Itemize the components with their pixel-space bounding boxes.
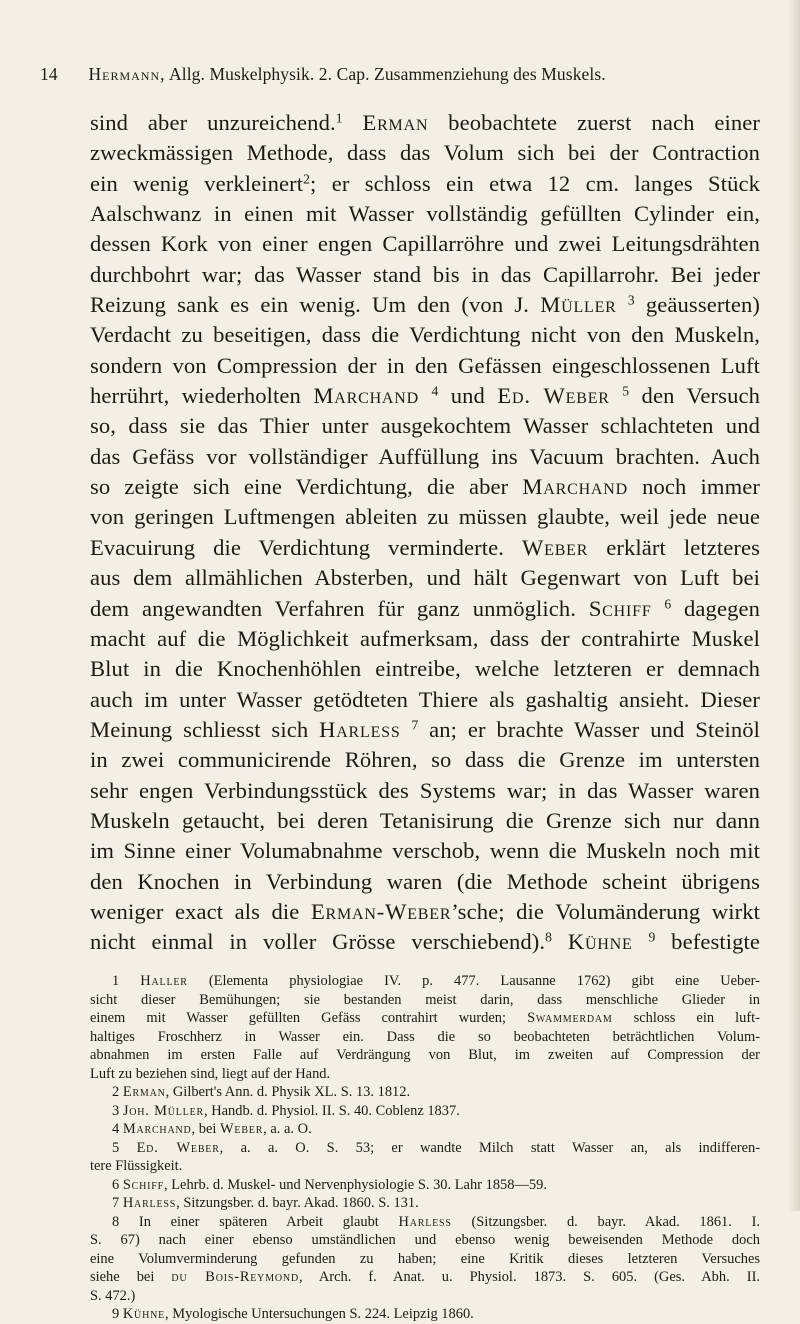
text-run: , a. a. O. <box>263 1121 312 1137</box>
text-run: auch im unter Wasser getödteten Thiere als gashaltig ansieht. Dieser <box>90 686 760 712</box>
body-line <box>90 685 760 715</box>
body-line <box>90 563 760 593</box>
text-run: an; er brachte Wasser und Steinöl <box>418 716 761 742</box>
text-run: Reizung sank es ein wenig. Um den (von J. <box>90 292 541 318</box>
footnotes <box>90 972 760 1324</box>
body-line <box>90 806 760 836</box>
text-run: sicht dieser Bemühungen; sie bestanden meist darin, dass menschliche Glieder in <box>90 991 760 1008</box>
text-run: von geringen Luftmengen ableiten zu müssen glaubte, weil jede neue <box>90 504 760 530</box>
page-number: 14 <box>40 64 58 84</box>
cited-name: Weber <box>219 1121 264 1137</box>
text-run: so, dass sie das Thier unter ausgekochtem Wasser schlachteten und <box>90 413 760 439</box>
body-line <box>90 169 760 199</box>
body-line <box>90 654 760 684</box>
text-run <box>401 717 412 742</box>
cited-name: Ed. Weber <box>497 383 610 409</box>
text-run: dem angewandten Verfahren für ganz unmöglich. <box>90 595 589 621</box>
footnote-line <box>90 1065 760 1084</box>
text-run: nicht einmal in voller Grösse verschiebend). <box>90 929 546 955</box>
footnote-marker: 3 <box>627 292 635 308</box>
text-run: (Sitzungsber. d. bayr. Akad. 1861. I. <box>451 1213 760 1230</box>
text-run: 9 <box>112 1306 123 1322</box>
text-run: ’sche; die Volumänderung wirkt <box>451 898 760 924</box>
text-run: , Arch. f. Anat. u. Physiol. 1873. S. 605. (Ges. Abh. II. <box>298 1269 760 1285</box>
text-run: S. 67) nach einer ebenso umständlichen und ebenso wenig beweisenden Methode doch <box>90 1232 760 1248</box>
cited-name: Marchand <box>313 383 419 409</box>
text-run <box>419 383 431 408</box>
text-run: 7 <box>112 1195 123 1211</box>
cited-name: Harless <box>122 1195 177 1211</box>
footnote-line <box>90 1083 760 1102</box>
text-run: Blut in die Knochenhöhlen eintreibe, welche letzteren er demnach <box>90 656 760 682</box>
text-run <box>343 110 363 135</box>
text-run: Muskeln getaucht, bei deren Tetanisirung die Grenze sich nur dann <box>90 807 760 833</box>
running-header <box>40 64 780 85</box>
text-run: befestigte <box>655 929 761 955</box>
body-line <box>90 351 760 381</box>
text-run: erklärt letzteres <box>588 534 760 560</box>
body-line <box>90 472 760 502</box>
cited-name: Schiff <box>588 595 652 621</box>
text-run: einem mit Wasser gefüllten Gefäss contrahirt wurden; <box>90 1010 528 1026</box>
body-line <box>90 260 760 290</box>
footnote-line <box>90 1268 760 1287</box>
body-line <box>90 776 760 806</box>
text-run: in zwei communicirende Röhren, so dass die Grenze im untersten <box>90 747 760 773</box>
footnote-line <box>90 1120 760 1139</box>
cited-name: Harless <box>398 1213 452 1230</box>
text-run: , Myologische Untersuchungen S. 224. Leipzig 1860. <box>165 1306 474 1322</box>
text-run: 6 <box>112 1176 123 1193</box>
body-line <box>90 624 760 654</box>
text-run: haltiges Froschherz in Wasser ein. Dass die so beobachteten beträchtlichen Volum- <box>90 1028 760 1045</box>
body-line <box>90 229 760 259</box>
text-run: siehe bei <box>90 1269 172 1285</box>
text-run: 4 <box>112 1121 123 1137</box>
body-line <box>90 745 760 775</box>
cited-name: Schiff <box>122 1176 165 1193</box>
text-run: S. 472.) <box>90 1287 136 1304</box>
cited-name: Kühne <box>567 929 633 955</box>
text-run: 3 <box>112 1102 123 1119</box>
cited-name: Joh. Müller <box>122 1102 204 1119</box>
text-run: , bei <box>191 1121 220 1137</box>
text-run: tere Flüssigkeit. <box>90 1158 183 1174</box>
footnote-line <box>90 1046 760 1065</box>
text-run: herrührt, wiederholten <box>90 383 314 409</box>
text-run: noch immer <box>628 474 760 500</box>
text-run: sehr engen Verbindungsstück des Systems war; in das Wasser waren <box>90 777 760 803</box>
footnote-marker: 8 <box>545 929 553 945</box>
text-run: dagegen <box>671 595 760 621</box>
text-run: , Handb. d. Physiol. II. S. 40. Coblenz 1837. <box>203 1102 460 1119</box>
header-title: Allg. Muskelphysik. 2. Cap. Zusammenziehung des Muskels. <box>169 64 606 84</box>
text-run: macht auf die Möglichkeit aufmerksam, dass der contrahirte Muskel <box>90 625 760 651</box>
text-run <box>610 383 622 408</box>
footnote-line <box>90 1305 760 1324</box>
cited-name: Ed. Weber <box>136 1139 220 1156</box>
cited-name: Harless <box>319 716 401 742</box>
body-line <box>90 594 760 624</box>
cited-name: Erman <box>122 1084 166 1100</box>
footnote-line <box>90 1250 760 1269</box>
text-run: das Gefäss vor vollständiger Auffüllung ins Vacuum brachten. Auch <box>90 443 760 469</box>
text-run <box>552 929 568 954</box>
footnote-line <box>90 1176 760 1195</box>
text-run: dessen Kork von einer engen Capillarröhre und zwei Leitungsdrähten <box>90 231 760 257</box>
body-line <box>90 381 760 411</box>
footnote-line <box>90 972 760 991</box>
text-run: so zeigte sich eine Verdichtung, die aber <box>90 474 523 500</box>
cited-name: Swammerdam <box>527 1010 613 1026</box>
footnote-line <box>90 1009 760 1028</box>
text-run: ; er schloss ein etwa 12 cm. langes Stück <box>310 170 760 196</box>
body-line <box>90 836 760 866</box>
text-run: den Knochen in Verbindung waren (die Methode scheint übrigens <box>90 868 760 894</box>
footnote-marker: 5 <box>622 383 630 399</box>
page-edge-shadow <box>788 0 800 1211</box>
text-run: Luft zu beziehen sind, liegt auf der Hand. <box>90 1065 331 1082</box>
text-run: durchbohrt war; das Wasser stand bis in das Capillarrohr. Bei jeder <box>90 261 760 287</box>
text-run: sind aber unzureichend. <box>90 110 336 135</box>
text-run: weniger exact als die <box>90 898 311 924</box>
body-line <box>90 502 760 532</box>
text-run <box>652 596 665 621</box>
cited-name: Kühne <box>122 1306 166 1322</box>
text-run: Meinung schliesst sich <box>90 716 320 742</box>
text-run: (Elementa physiologiae IV. p. 477. Lausanne 1762) gibt eine Ueber- <box>187 973 760 989</box>
cited-name: du Bois-Reymond <box>171 1269 299 1285</box>
footnote-line <box>90 1194 760 1213</box>
footnote-line <box>90 1102 760 1121</box>
cited-name: Marchand <box>122 1121 192 1137</box>
body-line <box>90 411 760 441</box>
text-run: 5 <box>112 1139 137 1156</box>
text-run: Aalschwanz in einen mit Wasser vollständig gefüllten Cylinder ein, <box>90 201 760 227</box>
footnote-line <box>90 1287 760 1306</box>
body-line <box>90 715 760 745</box>
footnote-marker: 9 <box>648 929 656 945</box>
body-line <box>90 138 760 168</box>
body-line <box>90 320 760 350</box>
text-run: , Lehrb. d. Muskel- und Nervenphysiologie S. 30. Lahr 1858—59. <box>164 1176 547 1193</box>
text-run: zweckmässigen Methode, dass das Volum sich bei der Contraction <box>90 140 760 166</box>
header-author: Hermann, <box>88 64 166 84</box>
footnote-line <box>90 1213 760 1232</box>
text-run: abnahmen im ersten Falle auf Verdrängung von Blut, im zweiten auf Compression der <box>90 1047 760 1063</box>
text-run: schloss ein luft- <box>612 1010 760 1026</box>
footnote-line <box>90 991 760 1010</box>
body-line <box>90 290 760 320</box>
text-run: 1 <box>112 973 141 989</box>
text-run: aus dem allmählichen Absterben, und hält Gegenwart von Luft bei <box>90 565 760 591</box>
text-run: Evacuirung die Verdichtung verminderte. <box>90 534 523 560</box>
cited-name: Weber <box>522 534 589 560</box>
text-run: den Versuch <box>629 383 761 409</box>
body-line <box>90 442 760 472</box>
body-line <box>90 867 760 897</box>
text-run: Verdacht zu beseitigen, dass die Verdichtung nicht von den Muskeln, <box>90 322 760 348</box>
cited-name: Marchand <box>522 474 628 500</box>
text-run: geäusserten) <box>634 292 760 318</box>
body-line <box>90 927 760 957</box>
cited-name: Haller <box>140 973 188 989</box>
footnote-line <box>90 1139 760 1158</box>
text-run: beobachtete zuerst nach einer <box>428 110 761 135</box>
text-run: , a. a. O. S. 53; er wandte Milch statt Wasser an, als indifferen- <box>219 1139 761 1156</box>
footnote-marker: 4 <box>431 383 439 399</box>
cited-name: Müller <box>540 292 617 318</box>
body-text <box>90 108 760 958</box>
footnote-line <box>90 1028 760 1047</box>
text-run: 8 In einer späteren Arbeit glaubt <box>112 1213 399 1230</box>
text-run: und <box>438 383 498 409</box>
text-run: , Sitzungsber. d. bayr. Akad. 1860. S. 131. <box>176 1195 419 1211</box>
footnote-line <box>90 1231 760 1250</box>
footnote-marker: 7 <box>411 717 419 733</box>
footnote-marker: 6 <box>664 596 672 612</box>
text-run: , Gilbert's Ann. d. Physik XL. S. 13. 1812. <box>165 1084 411 1100</box>
body-line <box>90 897 760 927</box>
text-run: eine Volumverminderung gefunden zu haben; eine Kritik dieses letzteren Versuches <box>90 1250 760 1267</box>
cited-name: Erman-Weber <box>310 898 452 924</box>
text-run: sondern von Compression der in den Gefässen eingeschlossenen Luft <box>90 352 760 378</box>
footnote-marker: 1 <box>335 110 343 126</box>
footnote-line <box>90 1157 760 1176</box>
body-line <box>90 199 760 229</box>
body-line <box>90 108 760 138</box>
footnote-marker: 2 <box>303 171 311 187</box>
text-run <box>633 929 649 954</box>
text-run: im Sinne einer Volumabnahme verschob, wenn die Muskeln noch mit <box>90 838 760 864</box>
cited-name: Erman <box>362 110 429 135</box>
text-run: 2 <box>112 1084 123 1100</box>
text-run: ein wenig verkleinert <box>90 170 304 196</box>
text-run <box>617 292 628 317</box>
body-line <box>90 533 760 563</box>
